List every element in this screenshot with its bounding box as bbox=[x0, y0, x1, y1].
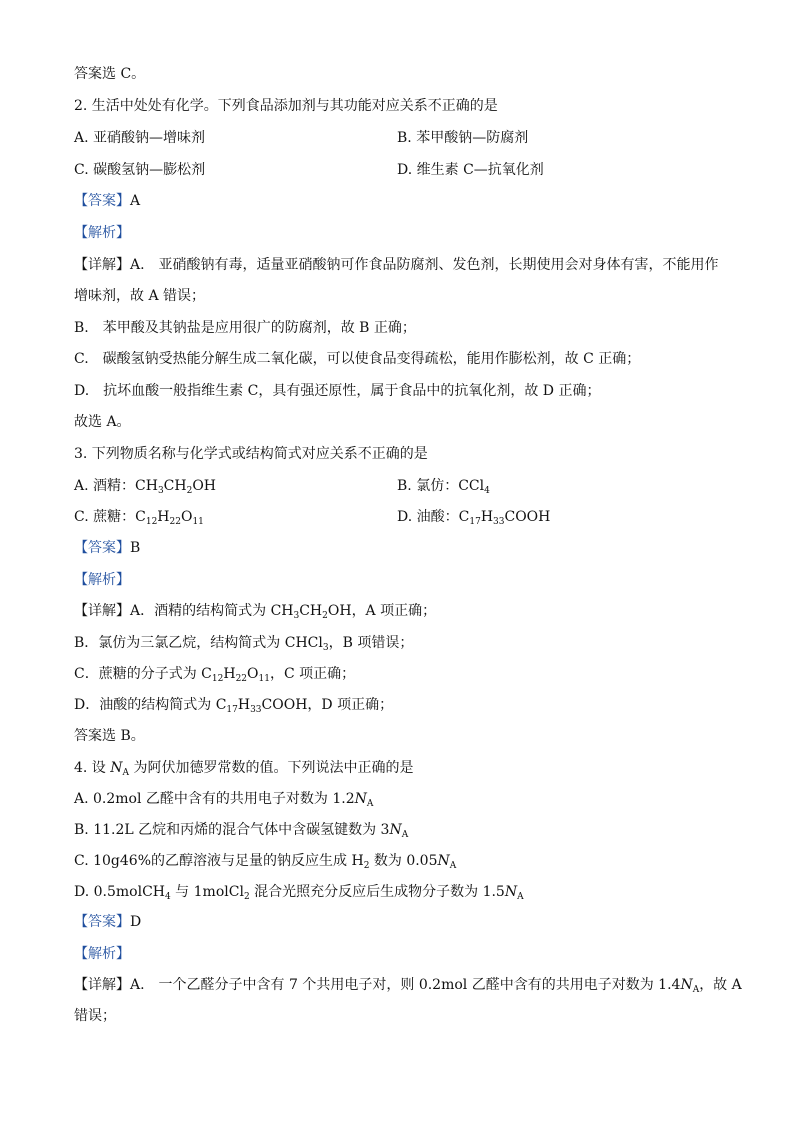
detail-text: A. 亚硝酸钠有毒，适量亚硝酸钠可作食品防腐剂、发色剂，长期使用会对身体有害，不能用作 bbox=[130, 257, 719, 273]
formula-h2: $H_2$ bbox=[351, 853, 370, 871]
q3-option-d bbox=[397, 507, 550, 527]
answer-value: B bbox=[130, 540, 141, 556]
q2-option-d: D. 维生素 C—抗氧化剂 bbox=[397, 162, 544, 178]
q3-option-a bbox=[74, 476, 216, 496]
q4-option-d: D. 0.5molCH$_4$ 与 1molCl$_2$ 混合光照充分反应后生成物分子数为 $1.5N_A$ bbox=[74, 884, 524, 902]
formula-ch3ch2oh: $CH_3CH_2OH$ bbox=[135, 478, 217, 496]
q4-option-b: B. 11.2L 乙烷和丙烯的混合气体中含碳氢键数为 $3N_A$ bbox=[74, 822, 409, 840]
question-4-stem: 4. 设 $N_A$ 为阿伏加德罗常数的值。下列说法中正确的是 bbox=[74, 760, 414, 778]
formula-ccl4: CCl$_4$ bbox=[458, 478, 490, 496]
formula-cl2: $Cl_2$ bbox=[228, 884, 250, 902]
q2-detail-c: C. 碳酸氢钠受热能分解生成二氧化碳，可以使食品变得疏松，能用作膨松剂，故 C 正确； bbox=[74, 351, 641, 367]
formula-c17h33cooh: $C_{17}H_{33}COOH$ bbox=[215, 697, 308, 715]
text-line: 答案选 C。 bbox=[74, 66, 146, 82]
q4-answer bbox=[74, 912, 141, 932]
na-symbol: N bbox=[110, 760, 123, 776]
option-label: A. 酒精： bbox=[74, 478, 136, 494]
answer-value: D bbox=[130, 914, 142, 930]
q3-answer bbox=[74, 538, 140, 558]
question-2-stem: 2. 生活中处处有化学。下列食品添加剂与其功能对应关系不正确的是 bbox=[74, 98, 498, 114]
formula-chcl3: CHCl$_3$ bbox=[284, 635, 329, 653]
q2-option-b: B. 苯甲酸钠—防腐剂 bbox=[397, 130, 529, 146]
detail-text: A．酒精的结构简式为 bbox=[130, 603, 271, 619]
option-label: D. 油酸： bbox=[397, 509, 459, 525]
q4-option-c: C. 10g46%的乙醇溶液与足量的钠反应生成 $H_2$ 数为 $0.05N_A$ bbox=[74, 853, 457, 871]
q4-detail-a-line1: 【详解】A. 一个乙醛分子中含有 7 个共用电子对，则 0.2mol 乙醛中含有的共用电子对数为 $1.4N_A$，故 A bbox=[74, 977, 742, 995]
q2-detail-b: B. 苯甲酸及其钠盐是应用很广的防腐剂，故 B 正确； bbox=[74, 320, 416, 336]
option-label: B. 氯仿： bbox=[397, 478, 459, 494]
q3-detail-b bbox=[74, 633, 413, 653]
detail-tag: 【详解】 bbox=[74, 977, 130, 993]
formula-ch3ch2oh: $CH_3CH_2OH$ bbox=[270, 603, 352, 621]
q3-conclusion: 答案选 B。 bbox=[74, 728, 145, 744]
answer-tag: 【答案】 bbox=[74, 914, 130, 930]
detail-text: D．油酸的结构简式为 bbox=[74, 697, 216, 713]
q3-option-c bbox=[74, 507, 204, 527]
q3-detail-a bbox=[74, 601, 436, 621]
formula-ch4: $CH_4$ bbox=[142, 884, 171, 902]
answer-value: A bbox=[130, 193, 141, 209]
detail-text: C．蔗糖的分子式为 bbox=[74, 666, 202, 682]
detail-text: ，D 项正确； bbox=[307, 697, 394, 713]
answer-tag: 【答案】 bbox=[74, 540, 130, 556]
detail-text: ，B 项错误； bbox=[328, 635, 414, 651]
detail-tag: 【详解】 bbox=[74, 603, 130, 619]
detail-text: ，A 项正确； bbox=[351, 603, 437, 619]
formula-c12h22o11: $C_{12}H_{22}O_{11}$ bbox=[201, 666, 270, 684]
answer-tag: 【答案】 bbox=[74, 193, 130, 209]
detail-text: ，C 项正确； bbox=[269, 666, 356, 682]
detail-text: B．氯仿为三氯乙烷，结构简式为 bbox=[74, 635, 285, 651]
q2-detail-d: D. 抗坏血酸一般指维生素 C，具有强还原性，属于食品中的抗氧化剂，故 D 正确； bbox=[74, 383, 601, 399]
formula-c12h22o11: $C_{12}H_{22}O_{11}$ bbox=[135, 509, 204, 527]
q4-option-a: A. 0.2mol 乙醛中含有的共用电子对数为 $1.2N_A$ bbox=[74, 791, 374, 809]
q4-detail-a-line2: 错误； bbox=[74, 1008, 116, 1024]
q3-analysis-tag: 【解析】 bbox=[74, 572, 130, 588]
option-label: C. 蔗糖： bbox=[74, 509, 136, 525]
q4-analysis-tag: 【解析】 bbox=[74, 946, 130, 962]
q2-conclusion: 故选 A。 bbox=[74, 414, 131, 430]
q2-answer bbox=[74, 191, 140, 211]
detail-tag: 【详解】 bbox=[74, 257, 130, 273]
formula-c17h33cooh: $C_{17}H_{33}COOH$ bbox=[458, 509, 551, 527]
q3-detail-c bbox=[74, 664, 355, 684]
question-3-stem: 3. 下列物质名称与化学式或结构简式对应关系不正确的是 bbox=[74, 446, 428, 462]
q2-analysis-tag: 【解析】 bbox=[74, 225, 130, 241]
q2-detail-a-line1 bbox=[74, 255, 719, 275]
q3-option-b bbox=[397, 476, 490, 496]
q2-option-a: A. 亚硝酸钠—增味剂 bbox=[74, 130, 206, 146]
q2-option-c: C. 碳酸氢钠—膨松剂 bbox=[74, 162, 206, 178]
q2-detail-a-line2: 增味剂，故 A 错误； bbox=[74, 288, 206, 304]
q3-detail-d bbox=[74, 695, 393, 715]
